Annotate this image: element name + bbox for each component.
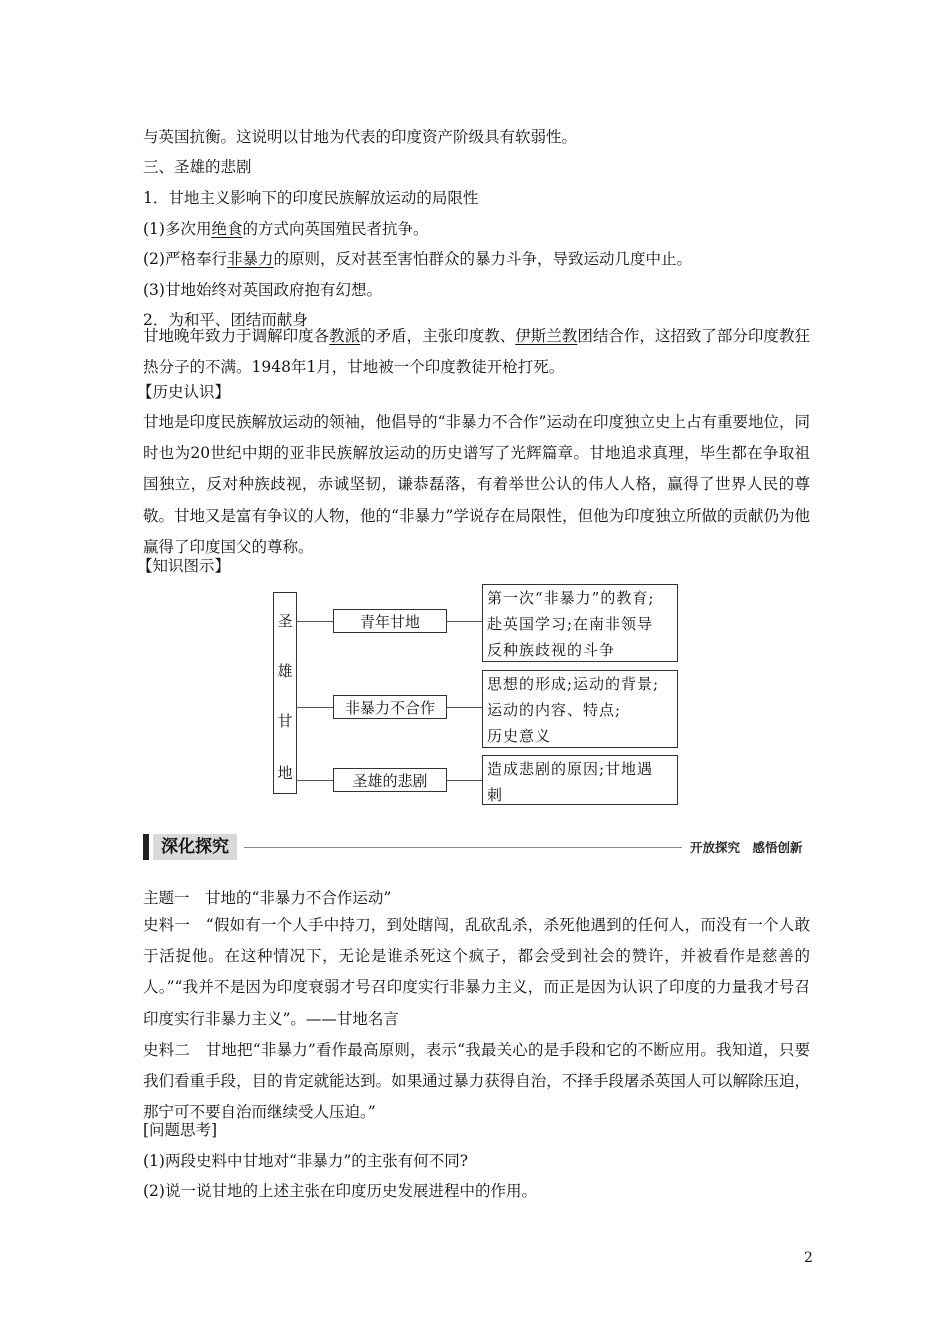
section-rule <box>244 847 682 848</box>
text-span: 的方式向英国殖民者抗争。 <box>242 220 429 238</box>
root-char: 甘 <box>277 712 293 730</box>
detail-line: 思想的形成;运动的背景; <box>487 675 660 693</box>
connector <box>296 780 333 781</box>
underlined-term: 非暴力 <box>226 250 274 268</box>
source-one: 史料一 “假如有一个人手中持刀，到处瞎闯，乱砍乱杀，杀死他遇到的任何人，而没有一个人敢于活捉他。在这种情况下，无论是谁杀死这个疯子，都会受到社会的赞许，并被看作是慈善的人。”“我并不是因为印度衰弱才号召印度实行非暴力主义，而正是因为认识了印度的力量我才号召印度实行非暴力主义”。——甘地名言 <box>143 916 810 1028</box>
branch-box: 圣雄的悲剧 <box>333 768 447 792</box>
detail-line: 运动的内容、特点; <box>487 701 622 719</box>
page-number: 2 <box>804 1250 813 1266</box>
text-span: 甘地晚年致力于调解印度各 <box>143 327 330 345</box>
branch-box: 非暴力不合作 <box>333 695 447 719</box>
detail-box <box>482 584 678 662</box>
root-char: 地 <box>277 764 293 782</box>
detail-box <box>482 670 678 748</box>
underlined-term: 绝食 <box>211 220 243 238</box>
connector <box>446 707 482 708</box>
question-one: (1)两段史料中甘地对“非暴力”的主张有何不同? <box>143 1152 469 1170</box>
detail-line: 反种族歧视的斗争 <box>487 641 616 659</box>
source-two: 史料二 甘地把“非暴力”看作最高原则，表示“我最关心的是手段和它的不断应用。我知道，只要我们看重手段，目的肯定就能达到。如果通过暴力获得自治，不择手段屠杀英国人可以解除压迫，那宁可不要自治而继续受人压迫。” <box>143 1041 810 1122</box>
text-span: 的矛盾，主张印度教、 <box>360 327 516 345</box>
detail-box <box>482 755 678 805</box>
connector <box>296 707 333 708</box>
detail-line: 造成悲剧的原因;甘地遇 <box>487 760 654 778</box>
detail-line: 刺 <box>487 786 504 804</box>
root-char: 圣 <box>277 612 293 630</box>
connector <box>296 621 333 622</box>
connector <box>446 621 482 622</box>
text-span: 团结合作，这招致了部分印度教狂热分子的不满。1948年1月，甘地被一个印度教徒开枪打死。 <box>143 327 810 377</box>
underlined-term: 教派 <box>329 327 361 345</box>
underlined-term: 伊斯兰教 <box>515 327 578 345</box>
section-tagline: 开放探究 感悟创新 <box>690 840 803 855</box>
section-bar <box>143 834 149 860</box>
text-line: (3)甘地始终对英国政府抱有幻想。 <box>143 281 382 299</box>
detail-line: 赴英国学习;在南非领导 <box>487 615 654 633</box>
subheading: 2．为和平、团结而献身 <box>143 311 308 329</box>
history-label: 【历史认识】 <box>137 383 231 401</box>
root-char: 雄 <box>277 662 293 680</box>
section-heading: 三、圣雄的悲剧 <box>143 158 252 176</box>
paragraph <box>143 321 810 383</box>
detail-line: 第一次“非暴力”的教育; <box>487 589 655 607</box>
section-title: 深化探究 <box>153 834 237 860</box>
theme-heading: 主题一 甘地的“非暴力不合作运动” <box>143 889 392 907</box>
text-line <box>143 249 692 269</box>
question-label: [问题思考] <box>143 1121 218 1139</box>
text-line: 与英国抗衡。这说明以甘地为代表的印度资产阶级具有软弱性。 <box>143 128 578 146</box>
text-span: 的原则，反对甚至害怕群众的暴力斗争，导致运动几度中止。 <box>273 250 692 268</box>
detail-line: 历史意义 <box>487 727 552 745</box>
subheading: 1．甘地主义影响下的印度民族解放运动的局限性 <box>143 189 479 207</box>
question-two: (2)说一说甘地的上述主张在印度历史发展进程中的作用。 <box>143 1182 537 1200</box>
text-line <box>143 219 429 239</box>
branch-box: 青年甘地 <box>333 609 447 633</box>
diagram-label: 【知识图示】 <box>137 557 231 575</box>
history-paragraph: 甘地是印度民族解放运动的领袖，他倡导的“非暴力不合作”运动在印度独立史上占有重要地位，同时也为20世纪中期的亚非民族解放运动的历史谱写了光辉篇章。甘地追求真理，毕生都在争取祖国独立，反对种族歧视，赤诚坚韧，谦恭磊落，有着举世公认的伟人人格，赢得了世界人民的尊敬。甘地又是富有争议的人物，他的“非暴力”学说存在局限性，但他为印度独立所做的贡献仍为他赢得了印度国父的尊称。 <box>143 413 810 556</box>
text-span: (2)严格奉行 <box>143 250 227 268</box>
connector <box>446 780 482 781</box>
text-span: (1)多次用 <box>143 220 212 238</box>
